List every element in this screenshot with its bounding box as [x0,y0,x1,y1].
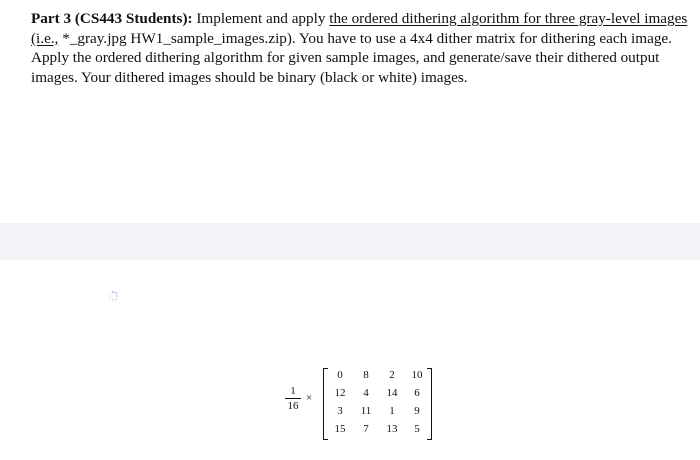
spinner-dot [109,298,111,300]
matrix-cell: 12 [334,387,346,399]
gray-band [0,223,700,260]
scaling-fraction [284,385,302,412]
dither-matrix-formula [284,366,444,442]
matrix-cell: 11 [360,405,372,417]
fraction-numerator: 1 [290,385,296,397]
matrix-cell: 10 [411,369,423,381]
spinner-dot [115,298,117,300]
matrix-cell: 5 [414,423,420,435]
text-after-underline: *_gray.jpg HW1_sample_images.zip). You have to use a 4x4 dither matrix for dithering each image. Apply the ordered dithering algorithm for given sample images, and generate/save their dithered output images. Your dithered images should be binary (black or white) images. [31,29,672,86]
matrix-cell: 2 [389,369,395,381]
matrix-cell: 9 [414,405,420,417]
text-before-underline: Implement and apply [192,10,330,27]
matrix-cell: 1 [389,405,395,417]
matrix-cell: 14 [386,387,398,399]
fraction-denominator: 16 [287,400,299,412]
spinner-dot [112,291,114,293]
loading-spinner-icon [108,291,118,301]
matrix-cell: 7 [363,423,369,435]
spinner-dot [112,299,114,301]
matrix-cell: 13 [386,423,398,435]
assignment-paragraph [31,9,695,87]
matrix-cell: 4 [363,387,369,399]
matrix-cell: 3 [337,405,343,417]
spinner-dot [116,295,118,297]
spinner-dot [109,292,111,294]
matrix-cell: 6 [414,387,420,399]
fraction-bar [285,398,301,399]
spinner-dot [108,295,110,297]
matrix-cell: 15 [334,423,346,435]
underlined-instruction: the ordered dithering algorithm for three gray-level images (i.e., [31,10,688,47]
multiply-operator: × [306,392,313,404]
part-heading: Part 3 (CS443 Students): [31,10,193,27]
spinner-dot [115,292,117,294]
matrix-cell: 8 [363,369,369,381]
matrix-cell: 0 [337,369,343,381]
